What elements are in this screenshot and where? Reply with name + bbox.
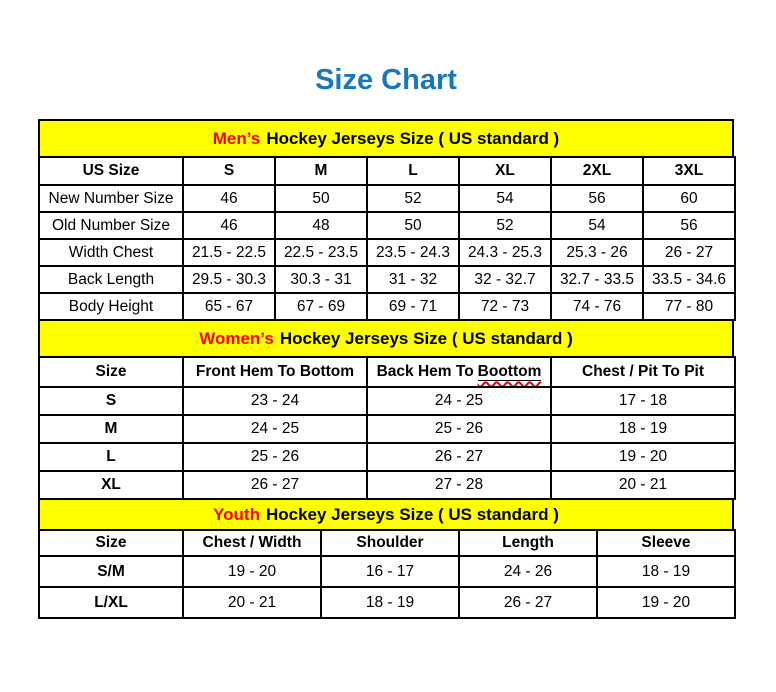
mens-cell: 31 - 32: [367, 266, 459, 293]
mens-band-highlight: Men’s: [212, 128, 261, 148]
mens-cell: 52: [459, 212, 551, 239]
size-chart-page: [38, 62, 734, 619]
mens-cell: 67 - 69: [275, 293, 367, 320]
mens-cell: 32.7 - 33.5: [551, 266, 643, 293]
table-row: [39, 443, 735, 471]
youth-band-highlight: Youth: [213, 504, 260, 524]
mens-cell: 48: [275, 212, 367, 239]
mens-col-header: S: [183, 157, 275, 185]
mens-cell: 26 - 27: [643, 239, 735, 266]
youth-cell: 18 - 19: [321, 587, 459, 618]
mens-cell: 77 - 80: [643, 293, 735, 320]
page-title: Size Chart: [315, 64, 457, 96]
womens-col-header: Size: [39, 357, 183, 387]
womens-row-label: M: [39, 415, 183, 443]
womens-cell: 18 - 19: [551, 415, 735, 443]
back-hem-prefix: Back Hem To: [376, 363, 474, 380]
youth-band-text: Hockey Jerseys Size ( US standard ): [265, 504, 559, 524]
mens-col-header: 2XL: [551, 157, 643, 185]
womens-section-band: [38, 319, 734, 358]
mens-col-header: M: [275, 157, 367, 185]
mens-cell: 74 - 76: [551, 293, 643, 320]
mens-cell: 46: [183, 212, 275, 239]
youth-cell: 24 - 26: [459, 556, 597, 587]
mens-band-text: Hockey Jerseys Size ( US standard ): [266, 128, 560, 148]
mens-cell: 52: [367, 185, 459, 212]
mens-cell: 22.5 - 23.5: [275, 239, 367, 266]
mens-cell: 50: [275, 185, 367, 212]
mens-cell: 21.5 - 22.5: [183, 239, 275, 266]
womens-row-label: L: [39, 443, 183, 471]
womens-col-header-back-hem: [367, 357, 551, 387]
womens-row-label: XL: [39, 471, 183, 499]
youth-cell: 19 - 20: [183, 556, 321, 587]
mens-cell: 54: [459, 185, 551, 212]
womens-cell: 17 - 18: [551, 387, 735, 415]
womens-header-row: [39, 357, 735, 387]
youth-row-label: L/XL: [39, 587, 183, 618]
mens-col-header: L: [367, 157, 459, 185]
womens-band-highlight: Women’s: [199, 328, 274, 348]
table-row: [39, 239, 735, 266]
mens-cell: 60: [643, 185, 735, 212]
mens-cell: 56: [643, 212, 735, 239]
table-row: [39, 293, 735, 320]
youth-col-header: Shoulder: [321, 530, 459, 556]
table-row: [39, 387, 735, 415]
mens-cell: 69 - 71: [367, 293, 459, 320]
youth-col-header: Sleeve: [597, 530, 735, 556]
mens-row-label: New Number Size: [39, 185, 183, 212]
mens-cell: 24.3 - 25.3: [459, 239, 551, 266]
table-row: [39, 185, 735, 212]
youth-cell: 19 - 20: [597, 587, 735, 618]
youth-section-band: [38, 498, 734, 531]
table-row: [39, 415, 735, 443]
womens-cell: 25 - 26: [367, 415, 551, 443]
mens-cell: 46: [183, 185, 275, 212]
mens-cell: 72 - 73: [459, 293, 551, 320]
mens-section-band: [38, 119, 734, 158]
womens-cell: 19 - 20: [551, 443, 735, 471]
womens-cell: 26 - 27: [183, 471, 367, 499]
mens-cell: 23.5 - 24.3: [367, 239, 459, 266]
mens-row-label: Width Chest: [39, 239, 183, 266]
womens-cell: 24 - 25: [367, 387, 551, 415]
womens-cell: 24 - 25: [183, 415, 367, 443]
youth-row-label: S/M: [39, 556, 183, 587]
womens-row-label: S: [39, 387, 183, 415]
mens-col-header: XL: [459, 157, 551, 185]
mens-cell: 33.5 - 34.6: [643, 266, 735, 293]
mens-cell: 56: [551, 185, 643, 212]
youth-cell: 16 - 17: [321, 556, 459, 587]
youth-col-header: Length: [459, 530, 597, 556]
mens-cell: 25.3 - 26: [551, 239, 643, 266]
mens-row-label: Back Length: [39, 266, 183, 293]
table-row: [39, 556, 735, 587]
youth-col-header: Size: [39, 530, 183, 556]
table-row: [39, 212, 735, 239]
mens-col-header: 3XL: [643, 157, 735, 185]
mens-cell: 30.3 - 31: [275, 266, 367, 293]
womens-cell: 27 - 28: [367, 471, 551, 499]
womens-cell: 23 - 24: [183, 387, 367, 415]
womens-cell: 20 - 21: [551, 471, 735, 499]
youth-cell: 20 - 21: [183, 587, 321, 618]
mens-cell: 65 - 67: [183, 293, 275, 320]
womens-cell: 25 - 26: [183, 443, 367, 471]
womens-col-header: Chest / Pit To Pit: [551, 357, 735, 387]
womens-band-text: Hockey Jerseys Size ( US standard ): [279, 328, 573, 348]
youth-cell: 18 - 19: [597, 556, 735, 587]
mens-cell: 29.5 - 30.3: [183, 266, 275, 293]
youth-size-table: [38, 529, 736, 619]
youth-col-header: Chest / Width: [183, 530, 321, 556]
mens-cell: 54: [551, 212, 643, 239]
mens-row-label: Body Height: [39, 293, 183, 320]
mens-size-table: [38, 156, 736, 321]
womens-cell: 26 - 27: [367, 443, 551, 471]
misspelled-word: Boottom: [477, 363, 542, 380]
mens-cell: 32 - 32.7: [459, 266, 551, 293]
mens-row-label: Old Number Size: [39, 212, 183, 239]
mens-cell: 50: [367, 212, 459, 239]
table-row: [39, 471, 735, 499]
youth-cell: 26 - 27: [459, 587, 597, 618]
mens-header-row: [39, 157, 735, 185]
womens-col-header: Front Hem To Bottom: [183, 357, 367, 387]
youth-header-row: [39, 530, 735, 556]
table-row: [39, 266, 735, 293]
table-row: [39, 587, 735, 618]
womens-size-table: [38, 356, 736, 500]
mens-col-header: US Size: [39, 157, 183, 185]
